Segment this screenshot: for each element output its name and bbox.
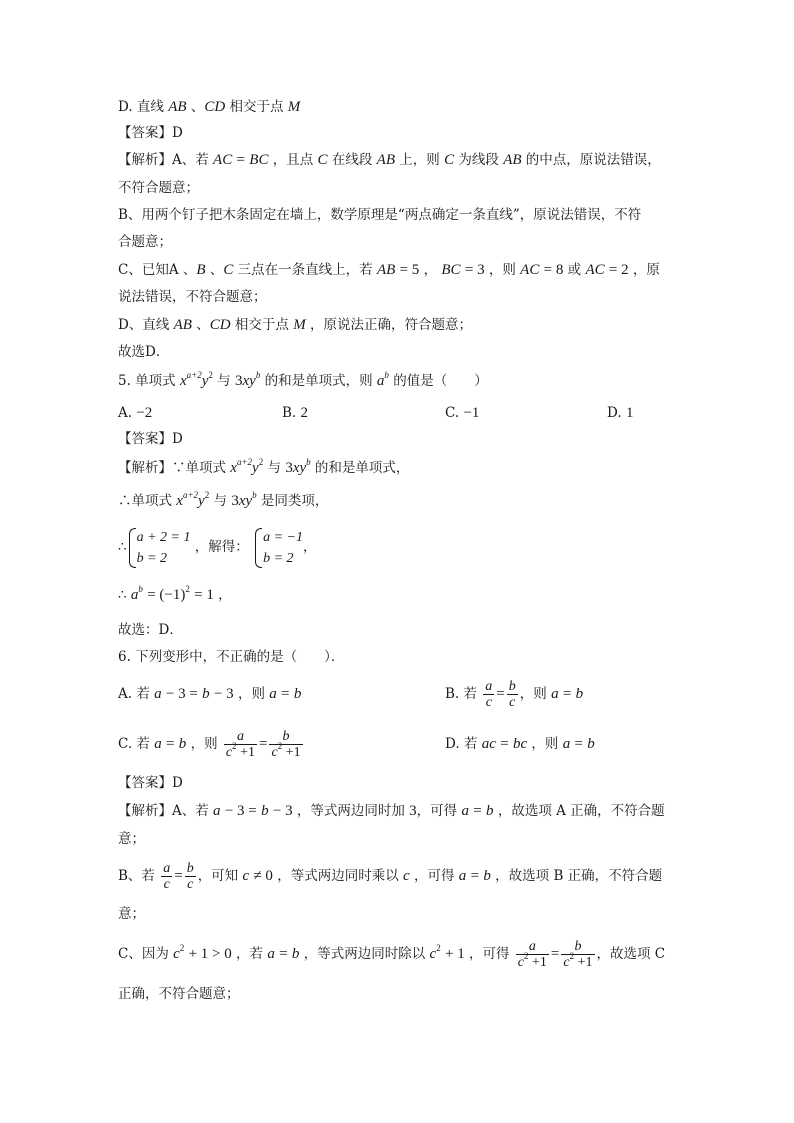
q6-analysis-c-line1: C、因为 $c^2 + 1 > 0$ ，若 a = b ，等式两边同时除以 $c^2 + 1$ ，可得 $\frac{a}{c^2 +1}$ = $\frac{b}{c^2 +1}$ ，故选项 C [118, 938, 666, 970]
q4-analysis-b-line1: B、用两个钉子把木条固定在墙上，数学原理是“两点确定一条直线”，原说法错误，不符 [118, 207, 642, 223]
q6-option-b: B. 若 $\frac{a}{c}$ = $\frac{b}{c}$ ，则 a = b [445, 678, 584, 710]
q4-analysis-a-line2: 不符合题意； [118, 180, 199, 196]
q5-option-b: B. 2 [282, 405, 309, 421]
q5-system-given [127, 527, 191, 569]
q4-conclusion: 故选D． [118, 344, 170, 360]
q6-option-d: D. 若 ac = bc ，则 a = b [445, 736, 595, 752]
q4-analysis-c-line2: 说法错误，不符合题意； [118, 289, 267, 305]
q5-answer: 【答案】D [118, 431, 183, 447]
q6-analysis-b-line1: B、若 $\frac{a}{c}$ = $\frac{b}{c}$ ，可知 c ≠ 0 ，等式两边同时乘以 c ，可得 a = b ，故选项 B 正确，不符合题 [118, 860, 663, 892]
q5-option-a: A. −2 [118, 405, 153, 421]
q4-answer: 【答案】D [118, 125, 183, 141]
q6-analysis-a-line1: 【解析】A、若 a − 3 = b − 3 ，等式两边同时加 3，可得 a = b ，故选项 A 正确，不符合题 [118, 803, 665, 819]
q6-analysis-a-line2: 意； [118, 831, 145, 847]
q5-eq1: a + 2 = 1 [136, 529, 191, 545]
q6-analysis-c-line2: 正确，不符合题意； [118, 986, 240, 1002]
q4-analysis-a-line1: 【解析】A、若 AC = BC ，且点 C 在线段 AB 上，则 C 为线段 AB 的中点，原说法错误， [118, 152, 661, 168]
q4-option-d: D. 直线 AB 、CD 相交于点 M [118, 99, 301, 115]
q5-analysis-system: ∴ a + 2 = 1 b = 2 ，解得： a = −1 b = 2 ， [118, 524, 317, 570]
q5-analysis-line1: 【解析】∵单项式 $x^{a+2}y^2$ 与 $3xy^b$ 的和是单项式， [118, 457, 410, 476]
q6-stem: 6. 下列变形中，不正确的是（ ）． [118, 649, 345, 665]
q5-sol2: b = 2 [263, 550, 294, 566]
q6-answer: 【答案】D [118, 775, 183, 791]
q5-analysis-line2: ∴单项式 $x^{a+2}y^2$ 与 $3xy^b$ 是同类项， [118, 490, 329, 509]
q5-stem: 5. 单项式 $x^{a+2}y^2$ 与 $3xy^b$ 的和是单项式，则 $a^b$ 的值是（ ） [118, 370, 488, 389]
q5-option-c: C. −1 [445, 405, 480, 421]
q6-option-a: A. 若 a − 3 = b − 3 ，则 a = b [118, 686, 302, 702]
q4-analysis-d-line: D、直线 AB 、CD 相交于点 M ，原说法正确，符合题意； [118, 317, 472, 333]
q5-sol1: a = −1 [263, 529, 303, 545]
q6-option-c: C. 若 a = b ，则 $\frac{a}{c^2 +1}$ = $\frac{b}{c^2 +1}$ [118, 728, 301, 760]
q5-system-solved [253, 527, 303, 569]
q5-analysis-line4: ∴ $a^b = (-1)^2 = 1$ ， [118, 584, 232, 603]
q5-eq2: b = 2 [136, 550, 168, 566]
q4-analysis-b-line2: 合题意； [118, 234, 172, 250]
q5-option-d: D. 1 [607, 405, 634, 421]
q5-solve-label: ，解得： [194, 539, 249, 555]
q4-analysis-c-line1: C、已知A 、B 、C 三点在一条直线上，若 AB = 5 ， BC = 3 ，则 AC = 8 或 AC = 2 ，原 [118, 262, 660, 278]
q6-analysis-b-line2: 意； [118, 906, 145, 922]
q5-conclusion: 故选：D． [118, 622, 183, 638]
